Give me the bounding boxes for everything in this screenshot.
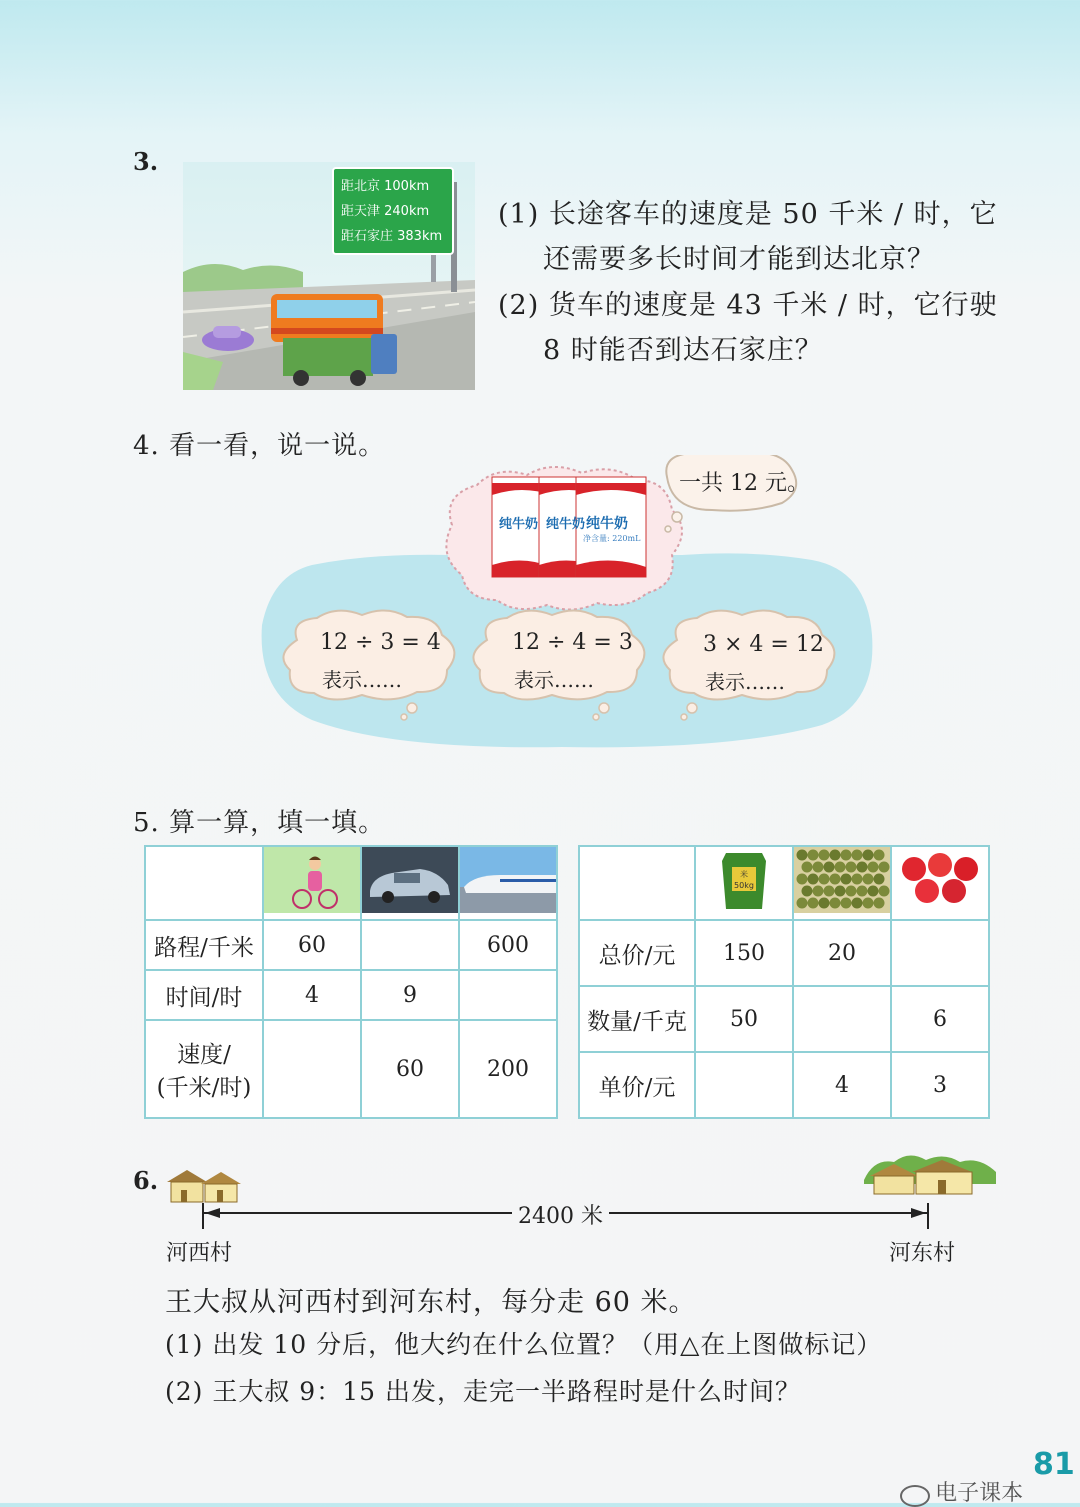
time-car: 9 <box>361 970 459 1020</box>
train-icon <box>459 846 557 920</box>
bubble-1-equation: 12 ÷ 3 = 4 <box>320 630 441 655</box>
sign-line-1: 距北京 100km <box>341 179 430 194</box>
bean <box>813 862 824 873</box>
q5-title: 5. 算一算，填一填。 <box>133 808 386 838</box>
unit-price-apples: 3 <box>891 1052 989 1118</box>
rice-bag-icon <box>695 846 793 920</box>
bean <box>857 862 868 873</box>
speed-train: 200 <box>459 1020 557 1118</box>
price-table <box>578 845 990 1119</box>
bean <box>852 898 863 909</box>
bean <box>835 862 846 873</box>
distance-car[interactable] <box>361 920 459 970</box>
rice-bag-weight: 50kg <box>734 881 754 890</box>
speed-bicycle[interactable] <box>263 1020 361 1118</box>
bean <box>846 862 857 873</box>
page-number: 81 <box>1033 1447 1075 1482</box>
bean <box>841 850 852 861</box>
bean <box>874 850 885 861</box>
row-label-time: 时间/时 <box>145 970 263 1020</box>
row-label-unit-price: 单价/元 <box>579 1052 695 1118</box>
bean <box>830 874 841 885</box>
milk-volume: 净含量: 220mL <box>583 534 641 543</box>
sign-line-2: 距天津 240km <box>341 204 430 219</box>
bubble-2-equation: 12 ÷ 4 = 3 <box>512 630 633 655</box>
q4-scene <box>252 455 882 755</box>
q3-part2-line1: (2) 货车的速度是 43 千米 / 时，它行驶 <box>498 290 998 321</box>
q3-part2-line2: 8 时能否到达石家庄？ <box>543 335 823 366</box>
total-rice: 150 <box>695 920 793 986</box>
bean <box>874 874 885 885</box>
bean <box>830 898 841 909</box>
watermark-text: 电子课本 <box>935 1481 1024 1506</box>
bean <box>835 886 846 897</box>
q6-part2: (2) 王大叔 9：15 出发，走完一半路程时是什么时间？ <box>165 1377 801 1406</box>
bean <box>824 862 835 873</box>
highway-illustration <box>183 162 475 390</box>
apples-icon <box>891 846 989 920</box>
bubble-1-note: 表示…… <box>322 668 402 692</box>
sign-line-3: 距石家庄 383km <box>341 229 443 244</box>
bubble-2-note: 表示…… <box>514 668 594 692</box>
bean <box>802 862 813 873</box>
distance-bicycle: 60 <box>263 920 361 970</box>
bean <box>802 886 813 897</box>
bean <box>819 850 830 861</box>
bean <box>841 874 852 885</box>
q6-intro: 王大叔从河西村到河东村，每分走 60 米。 <box>165 1287 697 1318</box>
bean <box>813 886 824 897</box>
bean <box>824 886 835 897</box>
quantity-apples: 6 <box>891 986 989 1052</box>
q6-part1: (1) 出发 10 分后，他大约在什么位置？（用△在上图做标记） <box>165 1330 883 1359</box>
bean <box>874 898 885 909</box>
bubble-3-equation: 3 × 4 = 12 <box>703 632 824 657</box>
bean <box>863 874 874 885</box>
bean <box>868 862 879 873</box>
bean <box>819 898 830 909</box>
speed-table <box>144 845 558 1119</box>
bean <box>863 898 874 909</box>
time-train[interactable] <box>459 970 557 1020</box>
unit-price-beans: 4 <box>793 1052 891 1118</box>
row-label-speed-line2: (千米/时) <box>156 1075 252 1102</box>
bean <box>841 898 852 909</box>
bean <box>868 886 879 897</box>
east-village-label: 河东村 <box>889 1241 956 1266</box>
milk-label-2: 纯牛奶 <box>546 517 586 532</box>
bean <box>879 862 890 873</box>
row-label-quantity: 数量/千克 <box>579 986 695 1052</box>
beans-icon <box>793 846 891 920</box>
bean <box>819 874 830 885</box>
row-label-speed-line1: 速度/ <box>177 1042 231 1069</box>
q3-part1-line2: 还需要多长时间才能到达北京？ <box>543 244 935 275</box>
row-label-speed <box>145 1020 263 1118</box>
bean <box>863 850 874 861</box>
bean <box>808 850 819 861</box>
bean <box>797 850 808 861</box>
bean <box>808 874 819 885</box>
wechat-icon <box>900 1485 930 1507</box>
milk-label-1: 纯牛奶 <box>499 517 539 532</box>
watermark <box>900 1476 1023 1507</box>
distance-label: 2400 米 <box>512 1199 609 1230</box>
bean <box>808 898 819 909</box>
question-number-6: 6. <box>133 1166 159 1195</box>
bubble-3-note: 表示…… <box>705 670 785 694</box>
east-village-houses-icon <box>864 1150 998 1198</box>
unit-price-rice[interactable] <box>695 1052 793 1118</box>
bean <box>857 886 868 897</box>
bean <box>846 886 857 897</box>
question-number-3: 3. <box>133 147 159 176</box>
bean <box>830 850 841 861</box>
bean <box>852 874 863 885</box>
price-bubble-text: 一共 12 元。 <box>679 471 809 496</box>
q3-part1-line1: (1) 长途客车的速度是 50 千米 / 时，它 <box>498 199 998 230</box>
speed-car: 60 <box>361 1020 459 1118</box>
west-village-label: 河西村 <box>166 1241 233 1266</box>
rice-bag-label: 米 <box>740 870 748 879</box>
q4-title: 4. 看一看，说一说。 <box>133 431 386 461</box>
total-beans: 20 <box>793 920 891 986</box>
speed-table-corner <box>145 846 263 920</box>
row-label-total-price: 总价/元 <box>579 920 695 986</box>
milk-label-3: 纯牛奶 <box>586 516 628 532</box>
distance-train: 600 <box>459 920 557 970</box>
car-icon <box>361 846 459 920</box>
quantity-beans[interactable] <box>793 986 891 1052</box>
time-bicycle: 4 <box>263 970 361 1020</box>
row-label-distance: 路程/千米 <box>145 920 263 970</box>
bean <box>852 850 863 861</box>
bean <box>797 898 808 909</box>
quantity-rice: 50 <box>695 986 793 1052</box>
bean <box>879 886 890 897</box>
bean <box>797 874 808 885</box>
bicycle-girl-icon <box>263 846 361 920</box>
total-apples[interactable] <box>891 920 989 986</box>
price-table-corner <box>579 846 695 920</box>
